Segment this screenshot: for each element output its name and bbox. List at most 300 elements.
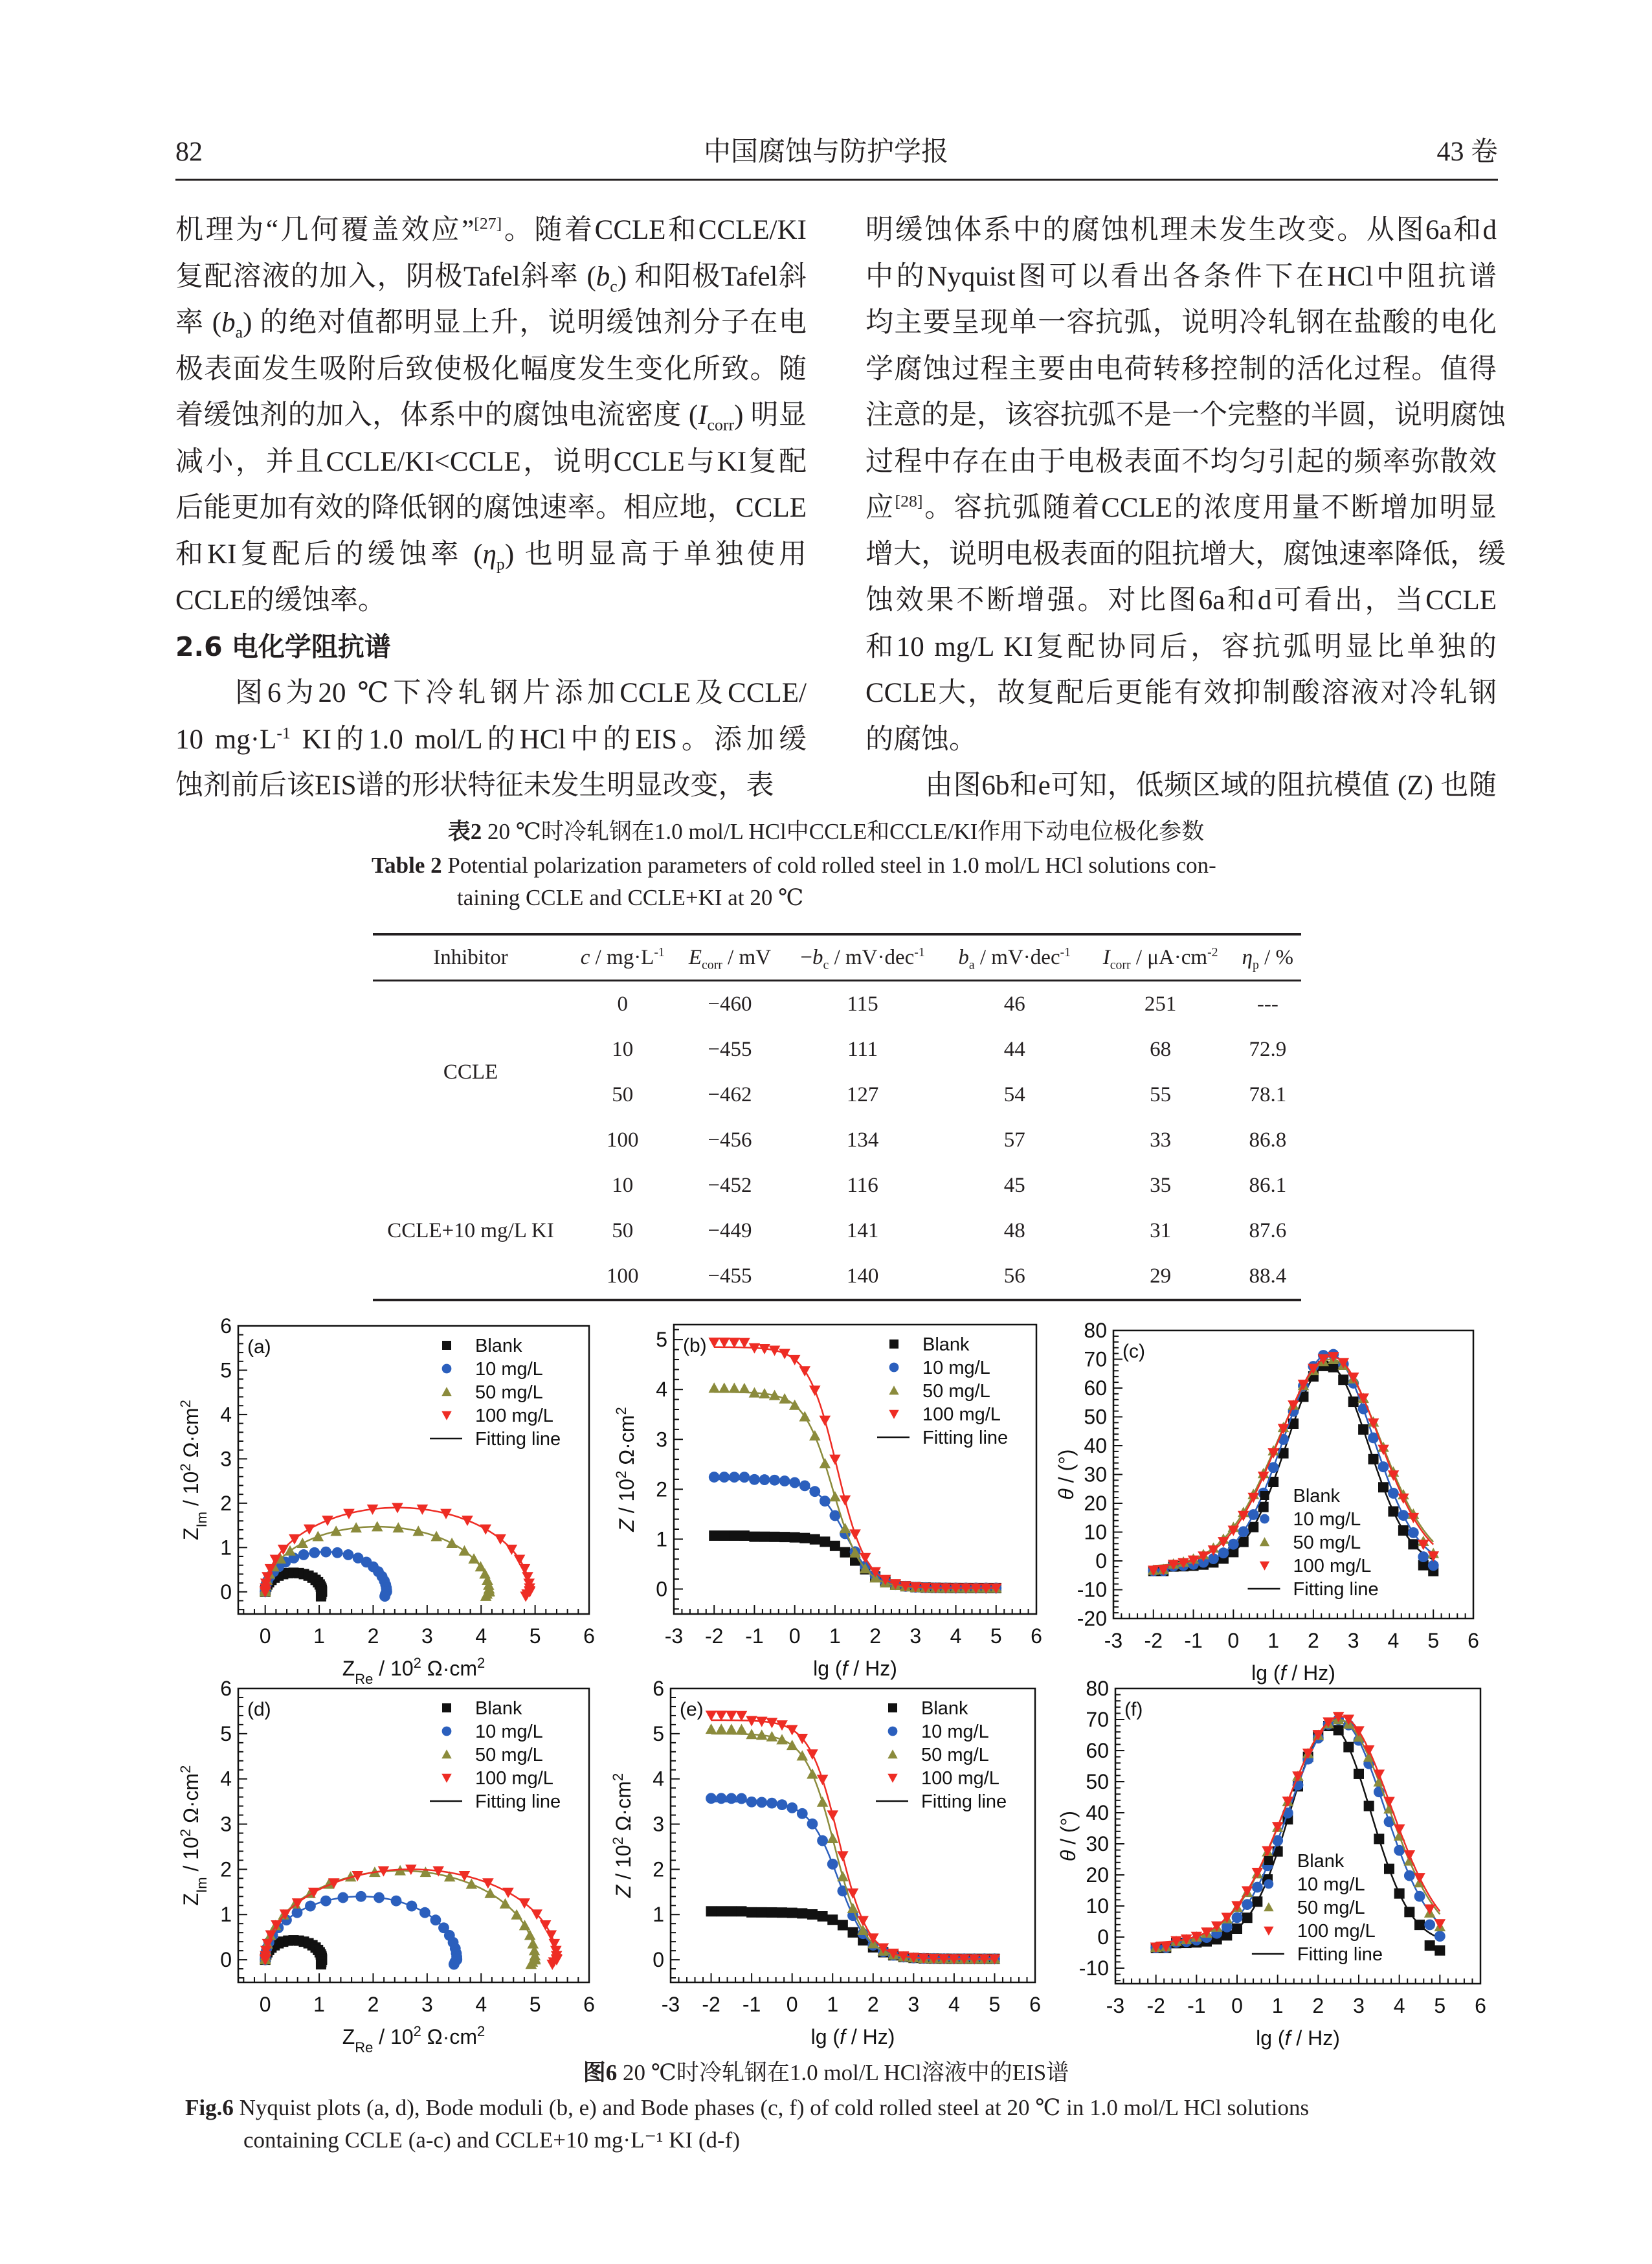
legend-label: 50 mg/L [1297,1898,1365,1918]
y-tick-label: 40 [1084,1434,1107,1457]
column-header [1087,934,1234,981]
table-cell: 140 [783,1253,942,1300]
data-point-triangle-up [779,1393,790,1404]
text-segment: I [1102,945,1110,969]
data-point-square [1358,1424,1368,1435]
data-point-circle [746,1797,757,1808]
data-point-triangle-down [1383,1797,1395,1807]
data-point-triangle-up [820,1458,831,1468]
label-segment: Z [179,1892,203,1906]
data-point-triangle-up [739,1383,750,1393]
y-tick-label: 0 [656,1577,667,1601]
data-point-circle [716,1793,727,1804]
x-tick-label: 3 [1347,1629,1359,1652]
figure-caption-cn-text: 20 ℃时冷轧钢在1.0 mol/L HCl溶液中的EIS谱 [617,2060,1069,2085]
data-point-square [827,1914,838,1925]
table-cell: --- [1256,992,1278,1016]
label-segment: f [1280,1661,1286,1685]
x-tick-label: -2 [1146,1994,1165,2017]
table-cell: 10 [612,1173,634,1197]
legend-label: 10 mg/L [921,1721,989,1742]
y-tick-label: 6 [653,1677,664,1700]
panel-label: (f) [1124,1699,1143,1720]
text-segment: ) 也明显高于单独使用 [504,539,807,570]
paragraph-line [865,300,1497,346]
text-segment: CCLE大，故复配后更能有效抑制酸溶液对冷轧钢 [865,678,1497,708]
data-point-circle [749,1474,760,1485]
text-segment: ) 和阳极Tafel斜 [617,261,807,292]
y-tick-label: 50 [1086,1770,1109,1793]
text-segment: − [800,945,813,969]
data-point-triangle-down [514,1555,526,1565]
legend-marker [1264,1902,1273,1911]
label-segment: Re [355,2039,374,2056]
bode-phase-plot-c [1049,1316,1485,1690]
text-segment: a [968,958,975,972]
data-point-circle [332,1547,343,1558]
text-segment: / mV [722,945,772,969]
text-segment: b [221,308,236,338]
paragraph-line [175,763,807,809]
legend-label: 50 mg/L [1293,1532,1361,1553]
x-tick-label: 1 [827,1993,839,2016]
data-point-triangle-down [849,1529,861,1540]
label-segment: / 10 [373,2025,414,2048]
plot-area [1150,1712,1446,1955]
x-tick-label: 4 [1393,1994,1405,2017]
data-point-square [749,1532,759,1542]
data-point-triangle-up [430,1531,442,1541]
table-header-row [373,934,1301,981]
x-tick-label: -2 [702,1993,720,2016]
data-point-circle [736,1793,747,1804]
legend-marker [1260,1491,1269,1500]
x-tick-label: 3 [421,1993,433,2016]
table-cell: −449 [708,1218,752,1242]
data-point-square [830,1541,840,1551]
text-segment: -1 [914,945,925,959]
text-segment: 和KI复配后的缓蚀率 ( [175,539,483,570]
paragraph-line [175,532,807,577]
data-point-triangle-down [829,1455,841,1465]
y-tick-label: 10 [1086,1894,1109,1918]
label-segment: 2 [612,1407,629,1415]
y-tick-label: 4 [656,1378,667,1402]
y-axis-label [613,1407,639,1532]
data-point-triangle-up [466,1878,478,1889]
data-point-circle [756,1797,767,1808]
legend-marker [887,1774,897,1783]
paragraph-line [865,717,1497,763]
text-segment: corr [1110,958,1131,972]
data-point-triangle-down [799,1366,810,1376]
text-segment: 2.6 电化学阻抗谱 [175,631,391,662]
legend [430,1336,561,1450]
data-point-square [1368,1454,1379,1464]
text-segment: 极表面发生吸附后致使极化幅度发生变化所致。随 [175,353,807,385]
label-segment: Z [342,1657,355,1680]
legend [877,1334,1008,1448]
data-point-circle [726,1793,737,1804]
panel-label: (e) [680,1699,704,1720]
data-point-square [790,1532,800,1543]
data-point-square [1338,1374,1348,1385]
x-tick-label: 5 [1427,1629,1440,1652]
legend-marker [441,1749,451,1758]
y-tick-label: -10 [1077,1578,1107,1602]
data-point-circle [1398,1510,1409,1521]
data-point-square [1232,1923,1242,1934]
table-cell: 116 [847,1173,878,1197]
y-tick-label: 0 [220,1580,232,1604]
data-point-square [316,1959,326,1969]
legend-label: 50 mg/L [921,1745,989,1765]
text-segment: I [698,400,708,431]
x-tick-label: 5 [990,1624,1002,1648]
paragraph-line [175,207,807,253]
legend-label: Blank [475,1698,522,1719]
data-point-square [779,1532,790,1542]
label-segment: 2 [477,2023,486,2039]
legend-label: 100 mg/L [922,1404,1001,1425]
table-cell: 57 [1003,1128,1025,1152]
data-point-circle [1424,1920,1435,1931]
figure-caption-cn [0,2057,1652,2089]
label-segment: Ω·cm [179,1407,203,1464]
paragraph-line [865,207,1497,253]
text-segment: [27] [474,214,502,233]
data-point-circle [1404,1870,1415,1881]
data-point-triangle-up [312,1531,324,1541]
label-segment: Re [355,1670,374,1687]
y-tick-label: 0 [220,1948,232,1972]
data-point-circle [419,1907,430,1918]
panel-label: (a) [247,1336,271,1358]
data-point-circle [1434,1931,1446,1942]
table-cell: 54 [1003,1082,1025,1106]
table-caption-cn-text: 20 ℃时冷轧钢在1.0 mol/L HCl中CCLE和CCLE/KI作用下动电位极化参数 [482,819,1205,844]
text-segment: 蚀剂前后该EIS谱的形状特征未发生明显改变，表 [175,770,774,801]
data-point-square [729,1530,739,1541]
label-segment: Ω·cm [615,1415,638,1471]
y-tick-label: 10 [1084,1520,1107,1544]
text-segment: / % [1258,945,1294,969]
paragraph-line [865,254,1497,300]
table-cell: 44 [1003,1037,1025,1061]
data-point-square [810,1534,820,1545]
data-point-triangle-up [736,1724,748,1734]
table-cell: 31 [1150,1218,1172,1242]
data-point-square [1343,1742,1354,1753]
data-point-triangle-up [776,1734,788,1744]
x-tick-label: 1 [1271,1994,1284,2017]
data-point-square [807,1909,818,1920]
text-segment: 增大，说明电极表面的阻抗增大，腐蚀速率降低，缓 [865,539,1506,570]
x-tick-label: 5 [1434,1994,1446,2017]
data-point-circle [759,1474,770,1485]
table-cell: 33 [1150,1128,1172,1152]
data-point-circle [1248,1509,1259,1520]
label-segment: / Hz) [845,2025,895,2048]
text-segment: 均主要呈现单一容抗弧，说明冷轧钢在盐酸的电化 [865,308,1497,338]
data-point-circle [379,1591,390,1602]
data-point-square [777,1907,787,1918]
data-point-triangle-up [715,1723,727,1734]
data-point-square [797,1908,807,1918]
y-tick-label: 0 [1095,1549,1107,1573]
panel-label: (d) [247,1699,271,1720]
x-tick-label: 4 [475,1624,487,1648]
label-segment: Z [179,1527,203,1540]
plot-area [260,1503,535,1602]
paragraph-line [175,485,807,531]
text-segment: c [580,945,590,969]
legend-marker [442,1703,451,1712]
x-tick-label: 6 [583,1993,595,2016]
label-segment: Ω·cm [421,2025,478,2048]
table-row [373,1163,1301,1208]
data-point-circle [706,1793,717,1804]
label-segment: lg ( [813,1657,842,1680]
data-point-circle [1388,1488,1399,1499]
legend-label: Fitting line [921,1791,1007,1812]
label-segment: 2 [612,1470,629,1479]
x-tick-label: 3 [1353,1994,1365,2017]
x-tick-label: -1 [742,1993,761,2016]
text-segment: corr [702,958,722,972]
data-point-circle [1242,1899,1253,1910]
y-tick-label: 80 [1084,1319,1107,1342]
table-cell: 86.1 [1249,1173,1287,1197]
data-point-triangle-down [462,1516,473,1526]
data-point-triangle-down [480,1525,491,1535]
legend-label: Blank [1297,1851,1345,1872]
data-point-square [746,1907,757,1918]
y-axis-label [177,1765,210,1906]
text-segment: b [596,261,610,292]
data-point-triangle-down [827,1810,838,1821]
text-segment: corr [707,415,735,434]
label-segment: / (°) [1056,1810,1080,1850]
data-point-triangle-up [807,1768,818,1778]
x-tick-label: 0 [1227,1629,1240,1652]
table-cell: −452 [708,1173,752,1197]
x-tick-label: 6 [583,1624,595,1648]
data-point-circle [799,1480,810,1491]
text-segment: 机理为“几何覆盖效应” [175,215,474,245]
data-point-circle [1418,1551,1429,1562]
y-tick-label: 20 [1086,1863,1109,1887]
label-segment: lg ( [810,2025,840,2048]
label-segment: / 10 [179,1837,203,1877]
y-tick-label: 2 [653,1857,664,1881]
text-segment: 后能更加有效的降低钢的腐蚀速率。相应地，CCLE [175,493,807,523]
data-point-square [757,1907,767,1918]
table-caption-en-text-1: Potential polarization parameters of cold rolled steel in 1.0 mol/L HCl solutions con- [441,853,1216,878]
data-point-circle [777,1799,788,1810]
x-tick-label: -3 [664,1624,684,1648]
label-segment: / 10 [373,1657,414,1680]
y-tick-label: 0 [1097,1925,1109,1949]
data-point-triangle-up [446,1538,458,1548]
y-tick-label: 6 [220,1677,232,1700]
data-point-triangle-down [540,1920,552,1931]
label-segment: 2 [413,2023,421,2039]
text-segment: c [610,276,618,296]
legend-label: 100 mg/L [921,1768,999,1789]
text-segment: ) 的绝对值都明显上升，说明缓蚀剂分子在电 [243,308,807,338]
data-point-circle [729,1472,740,1483]
data-point-square [719,1530,730,1541]
data-point-square [840,1547,850,1558]
column-header [943,934,1087,981]
y-tick-label: 70 [1086,1708,1109,1731]
paragraph-line [175,670,807,716]
bode-modulus-plot-b [609,1310,1048,1685]
text-segment: 明缓蚀体系中的腐蚀机理未发生改变。从图6a和d [865,215,1497,245]
table-cell: 86.8 [1249,1128,1287,1152]
data-point-triangle-down [1424,1904,1436,1914]
legend-label: 10 mg/L [475,1359,543,1380]
y-tick-label: 50 [1084,1405,1107,1429]
x-axis-label [342,2023,486,2056]
inhibitor-cell: CCLE+10 mg/L KI [373,1163,568,1300]
figure-caption-en-line2: containing CCLE (a-c) and CCLE+10 mg·L⁻¹ KI (d-f) [243,2127,740,2153]
volume-label: 43 卷 [1436,137,1498,167]
y-tick-label: 3 [220,1447,232,1471]
data-point-circle [809,1486,820,1497]
x-tick-label: 4 [950,1624,962,1648]
label-segment: / Hz) [1290,2026,1340,2050]
data-point-circle [797,1808,808,1819]
data-point-circle [789,1477,800,1488]
text-segment: η [482,539,497,570]
data-point-square [1414,1920,1425,1930]
data-point-circle [769,1475,780,1486]
figure-caption-en-text-1: Nyquist plots (a, d), Bode moduli (b, e) and Bode phases (c, f) of cold rolled steel at 20 ℃ in 1.0 mol/L HCl solutions [233,2095,1310,2120]
x-axis-label [811,2025,895,2048]
table-caption-en-line2: taining CCLE and CCLE+KI at 20 ℃ [457,885,804,910]
data-point-circle [292,1907,303,1918]
data-point-circle [820,1496,831,1507]
text-segment: 注意的是，该容抗弧不是一个完整的半圆，说明腐蚀 [865,400,1506,431]
data-point-circle [719,1472,730,1483]
data-point-circle [827,1859,838,1870]
legend-label: 10 mg/L [475,1721,543,1742]
text-segment: 。随着CCLE和CCLE/KI [502,215,807,245]
data-point-triangle-down [304,1525,315,1535]
legend-marker [888,1703,897,1712]
data-point-square [799,1533,810,1543]
text-segment: / mV·dec [974,945,1060,969]
data-point-square [1238,1537,1249,1547]
y-tick-label: 5 [653,1721,664,1745]
label-segment: f [1284,2026,1291,2050]
bode-phase-plot-f [1051,1674,1492,2055]
x-tick-label: -2 [704,1624,724,1648]
data-point-circle [1228,1539,1239,1550]
panel-label: (c) [1122,1341,1145,1362]
data-point-square [1354,1769,1364,1779]
legend-label: 100 mg/L [1297,1921,1376,1942]
legend-marker [889,1385,899,1395]
legend-label: 100 mg/L [475,1768,553,1789]
data-point-square [316,1591,326,1602]
text-segment: ) 明显 [734,400,807,431]
data-point-circle [709,1472,720,1483]
legend-marker [441,1387,451,1396]
legend-label: 10 mg/L [1293,1509,1361,1530]
paragraph-line [175,717,807,763]
data-point-triangle-up [719,1382,730,1393]
y-tick-label: 60 [1084,1376,1107,1400]
table-cell: −460 [708,992,752,1016]
data-point-square [787,1908,798,1918]
y-tick-label: 70 [1084,1347,1107,1371]
figure-caption-en [185,2092,1309,2124]
y-tick-label: 5 [220,1721,232,1745]
data-point-triangle-up [459,1545,471,1556]
label-segment: Im [193,1511,210,1528]
label-segment: / Hz) [847,1657,897,1680]
data-point-triangle-down [482,1878,494,1889]
text-segment: -1 [276,723,291,743]
x-tick-label: 6 [1475,1994,1486,2017]
text-segment: 图6为20 ℃下冷轧钢片添加CCLE及CCLE/ [235,678,807,708]
x-tick-label: -2 [1144,1629,1163,1652]
x-tick-label: 0 [788,1624,801,1648]
text-segment: -1 [654,945,665,959]
text-segment: 率 ( [175,308,222,338]
table-cell: 115 [847,992,878,1016]
label-segment: Ω·cm [612,1781,635,1837]
x-tick-label: 0 [786,1993,798,2016]
data-point-triangle-down [787,1725,798,1735]
data-point-square [709,1530,719,1541]
label-segment: 2 [177,1765,194,1773]
legend-marker [442,1364,452,1374]
label-segment: f [842,1657,848,1680]
label-segment: lg ( [1251,1661,1280,1685]
y-tick-label: 1 [656,1527,667,1551]
table-cell: 50 [612,1218,634,1242]
data-point-triangle-down [779,1349,790,1359]
paragraph-line [175,346,807,392]
text-segment: 和10 mg/L KI复配协同后，容抗弧明显比单独的 [865,631,1497,662]
data-point-triangle-up [484,1888,496,1898]
text-segment: -2 [1207,945,1218,959]
legend-label: 50 mg/L [475,1745,543,1765]
data-point-triangle-up [706,1723,717,1734]
data-point-square [820,1536,830,1547]
text-segment: 减小，并且CCLE/KI<CCLE，说明CCLE与KI复配 [175,446,807,477]
data-point-circle [787,1802,798,1813]
data-point-triangle-down [546,1960,558,1970]
x-tick-label: 5 [529,1624,541,1648]
text-segment: Inhibitor [433,945,508,969]
text-segment: -1 [1060,945,1071,959]
data-point-triangle-up [729,1383,741,1393]
data-point-square [1404,1907,1414,1917]
y-tick-label: 1 [220,1903,232,1927]
figure-label-en: Fig.6 [185,2095,234,2120]
data-point-triangle-up [500,1898,511,1909]
data-point-square [716,1906,726,1916]
legend-label: Fitting line [1297,1944,1383,1965]
table-label-cn: 表2 [447,819,482,844]
data-point-triangle-down [840,1496,851,1506]
x-tick-label: 1 [1267,1629,1280,1652]
